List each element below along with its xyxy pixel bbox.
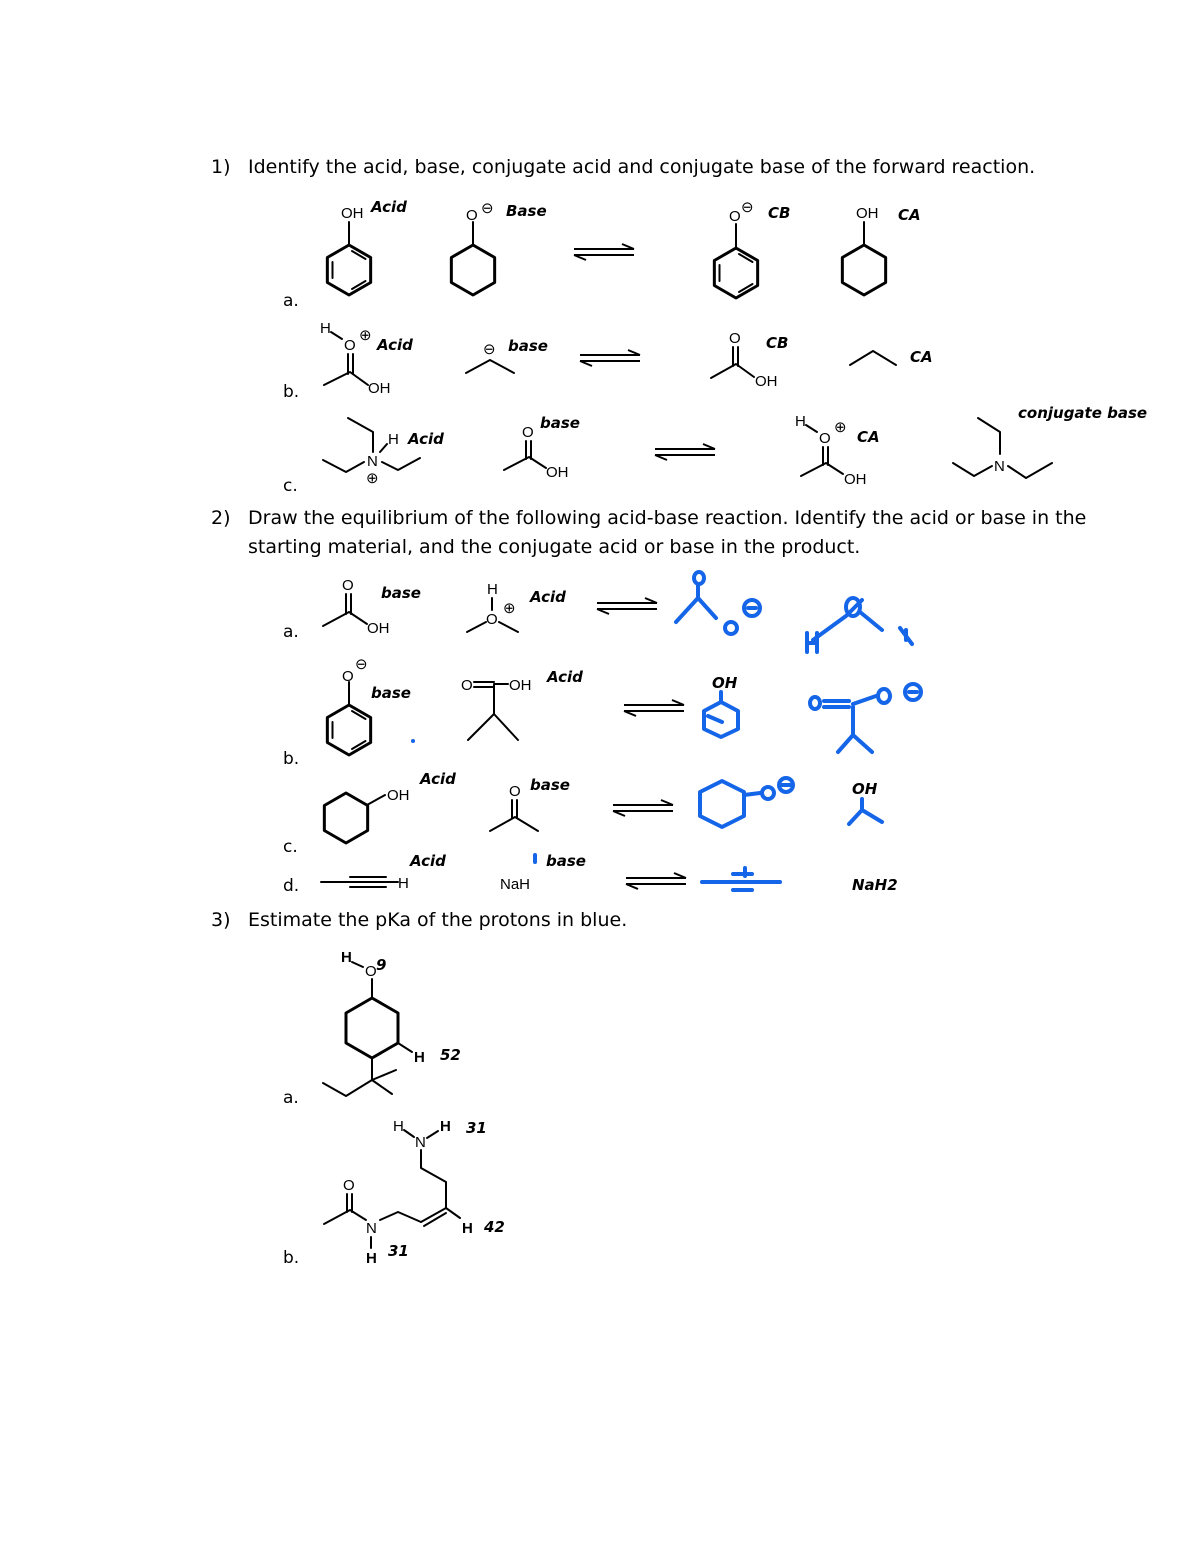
annotation-acid: Acid bbox=[410, 852, 446, 870]
item-label-2a: a. bbox=[283, 622, 299, 642]
annotation-ca: CA bbox=[857, 428, 880, 446]
hw-acetate bbox=[676, 572, 760, 634]
phenol bbox=[327, 205, 370, 295]
annotation-cb: CB bbox=[768, 204, 791, 222]
isopropyl-anion bbox=[466, 341, 514, 373]
equilibrium-arrow bbox=[624, 700, 684, 716]
hw-isopropyl-cation bbox=[849, 780, 882, 824]
atom-label: O bbox=[522, 424, 534, 441]
item-label-1a: a. bbox=[283, 291, 299, 311]
atom-label: OH bbox=[509, 677, 532, 694]
hw-oh: OH bbox=[852, 780, 878, 798]
q3b-molecule bbox=[324, 1118, 505, 1267]
phenoxide bbox=[327, 656, 370, 755]
atom-label: O bbox=[466, 207, 478, 224]
annotation-acid: Acid bbox=[408, 430, 444, 448]
atom-label: OH bbox=[856, 205, 879, 222]
q3a-molecule bbox=[323, 949, 461, 1096]
hw-phenol bbox=[704, 674, 738, 737]
charge-plus: ⊕ bbox=[366, 470, 379, 487]
acetic-acid bbox=[504, 424, 569, 481]
cyclohexanol bbox=[842, 205, 885, 295]
annotation-acid: Acid bbox=[547, 668, 583, 686]
annotation-base: base bbox=[381, 584, 421, 602]
atom-label: OH bbox=[367, 620, 390, 637]
q2d-reaction bbox=[321, 852, 898, 894]
item-label-1b: b. bbox=[283, 382, 300, 402]
hw-pka-31b: 31 bbox=[388, 1242, 409, 1260]
atom-label: O bbox=[486, 611, 498, 628]
hw-oh: OH bbox=[712, 674, 738, 692]
item-label-3a: a. bbox=[283, 1088, 299, 1108]
annotation-base: Base bbox=[506, 202, 547, 220]
cyclohexoxide bbox=[451, 200, 494, 295]
annotation-base: base bbox=[540, 414, 580, 432]
dimethyloxonium bbox=[467, 581, 518, 632]
equilibrium-arrow bbox=[613, 800, 673, 816]
atom-label: OH bbox=[387, 787, 410, 804]
annotation-acid: Acid bbox=[530, 588, 566, 606]
annotation-ca: CA bbox=[910, 348, 933, 366]
atom-label: O bbox=[343, 1177, 355, 1194]
item-label-2b: b. bbox=[283, 749, 300, 769]
atom-label: OH bbox=[755, 373, 778, 390]
item-label-1c: c. bbox=[283, 476, 298, 496]
atom-label: OH bbox=[368, 380, 391, 397]
q2c-reaction bbox=[324, 770, 882, 843]
atom-label: N bbox=[366, 1220, 377, 1237]
atom-label: O bbox=[342, 668, 354, 685]
atom-label: H bbox=[398, 875, 409, 892]
item-label-3b: b. bbox=[283, 1248, 300, 1268]
propyne bbox=[321, 875, 409, 892]
isobutyric-acid bbox=[461, 677, 532, 740]
annotation-acid: Acid bbox=[420, 770, 456, 788]
q1b-reaction bbox=[320, 320, 933, 397]
hw-nah2: NaH2 bbox=[852, 876, 898, 894]
sodium-hydride: NaH bbox=[500, 876, 531, 893]
blue-proton-h: H bbox=[462, 1220, 473, 1237]
atom-label: OH bbox=[546, 464, 569, 481]
hw-pka-31: 31 bbox=[466, 1119, 487, 1137]
atom-label: H bbox=[393, 1118, 404, 1135]
annotation-base: base bbox=[371, 684, 411, 702]
protonated-acetic-acid bbox=[795, 413, 867, 488]
charge-plus: ⊕ bbox=[359, 327, 372, 344]
atom-label: O bbox=[729, 330, 741, 347]
q2a-reaction bbox=[323, 572, 912, 652]
propane bbox=[850, 351, 896, 365]
equilibrium-arrow bbox=[655, 444, 715, 460]
blue-proton-h: H bbox=[366, 1250, 377, 1267]
atom-label: O bbox=[365, 963, 377, 980]
item-label-2c: c. bbox=[283, 837, 298, 857]
item-label-2d: d. bbox=[283, 876, 300, 896]
atom-label: O bbox=[509, 783, 521, 800]
atom-label: H bbox=[487, 581, 498, 598]
annotation-base: base bbox=[530, 776, 570, 794]
triethylammonium bbox=[323, 418, 420, 487]
annotation-acid: Acid bbox=[377, 336, 413, 354]
atom-label: OH bbox=[844, 471, 867, 488]
protonated-acetic-acid bbox=[320, 320, 391, 397]
atom-label: H bbox=[388, 431, 399, 448]
atom-label: N bbox=[994, 458, 1005, 475]
atom-label: H bbox=[795, 413, 806, 430]
cyclohexanol bbox=[324, 787, 409, 843]
hw-pka-9: 9 bbox=[376, 956, 387, 974]
q1c-reaction bbox=[323, 404, 1147, 488]
question-number: 3) bbox=[211, 909, 231, 931]
blue-proton-h: H bbox=[414, 1049, 425, 1066]
hw-dot bbox=[411, 739, 415, 743]
hw-alkyne bbox=[702, 868, 780, 890]
atom-label: H bbox=[320, 320, 331, 337]
question-number: 1) bbox=[211, 156, 231, 178]
charge-plus: ⊕ bbox=[503, 600, 516, 617]
charge-minus: ⊖ bbox=[483, 341, 496, 358]
annotation-acid: Acid bbox=[371, 198, 407, 216]
blue-proton-h: H bbox=[440, 1118, 451, 1135]
hw-pka-52: 52 bbox=[440, 1046, 461, 1064]
hw-pka-42: 42 bbox=[484, 1218, 505, 1236]
annotation-conjugate-base: conjugate base bbox=[1018, 404, 1148, 422]
atom-label: N bbox=[367, 453, 378, 470]
atom-label: N bbox=[415, 1134, 426, 1151]
triethylamine bbox=[953, 418, 1052, 478]
phenoxide bbox=[714, 199, 757, 298]
atom-label: O bbox=[819, 430, 831, 447]
atom-label: O bbox=[342, 577, 354, 594]
equilibrium-arrow bbox=[580, 350, 640, 366]
atom-label: O bbox=[729, 208, 741, 225]
question-number: 2) bbox=[211, 507, 231, 529]
atom-label: O bbox=[461, 677, 473, 694]
question-text: Estimate the pKa of the protons in blue. bbox=[248, 909, 628, 931]
annotation-base: base bbox=[546, 852, 586, 870]
annotation-base: base bbox=[508, 337, 548, 355]
charge-plus: ⊕ bbox=[834, 419, 847, 436]
q1a-reaction bbox=[327, 198, 920, 298]
atom-label: OH bbox=[341, 205, 364, 222]
equilibrium-arrow bbox=[626, 873, 686, 889]
equilibrium-arrow bbox=[574, 244, 634, 260]
question-text: Draw the equilibrium of the following acid-base reaction. Identify the acid or base in the starting material, and the conjugate acid or base in the product. bbox=[248, 507, 1087, 558]
equilibrium-arrow bbox=[597, 598, 657, 614]
hw-isobutyrate bbox=[810, 684, 921, 752]
atom-label: O bbox=[344, 337, 356, 354]
q2b-reaction bbox=[327, 656, 921, 755]
blue-proton-h: H bbox=[341, 949, 352, 966]
hw-cyclohexoxide bbox=[700, 778, 793, 827]
hw-methanol bbox=[807, 598, 912, 652]
charge-minus: ⊖ bbox=[741, 199, 754, 216]
acetic-acid bbox=[323, 577, 390, 637]
charge-minus: ⊖ bbox=[481, 200, 494, 217]
question-text: Identify the acid, base, conjugate acid and conjugate base of the forward reaction. bbox=[248, 156, 1036, 178]
annotation-cb: CB bbox=[766, 334, 789, 352]
annotation-ca: CA bbox=[898, 206, 921, 224]
charge-minus: ⊖ bbox=[355, 656, 368, 673]
